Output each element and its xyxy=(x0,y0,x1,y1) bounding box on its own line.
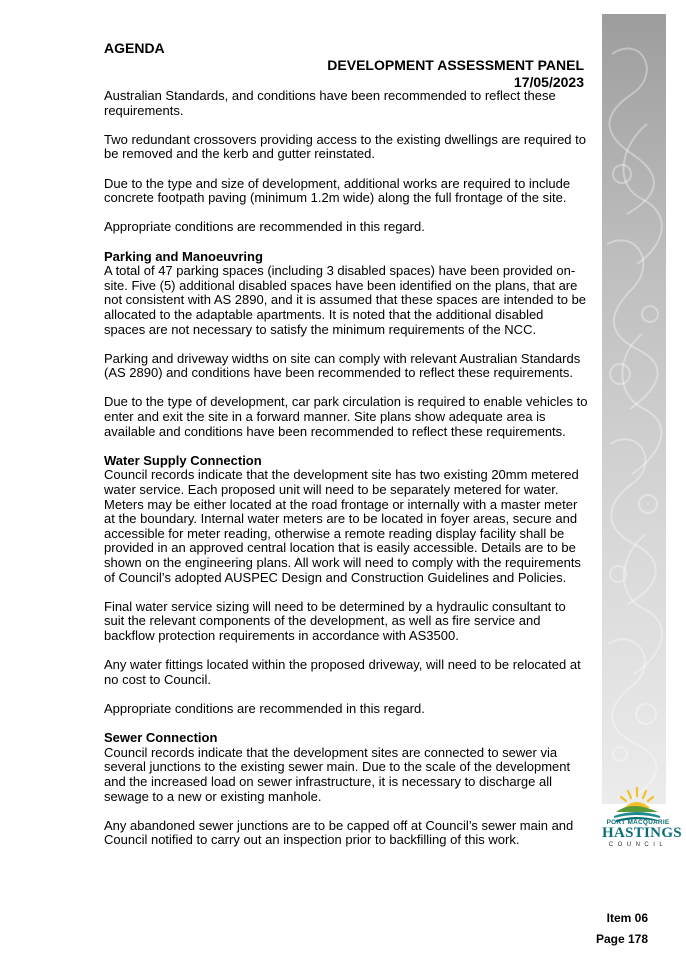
paragraph: Any abandoned sewer junctions are to be capped off at Council’s sewer main and Council notified to carry out an inspection prior to backfilling of this work. xyxy=(104,817,574,848)
paragraph: Due to the type of development, car park circulation is required to enable vehicles to enter and exit the site in a forward manner. Site plans show adequate area is available and conditions have been recommended to reflect these requirements. xyxy=(104,394,588,439)
paragraph: Due to the type and size of development, additional works are required to include concrete footpath paving (minimum 1.2m wide) along the full frontage of the site. xyxy=(104,175,571,206)
logo-text-council: COUNCIL xyxy=(608,842,668,848)
paragraph: Appropriate conditions are recommended in this regard. xyxy=(104,700,425,716)
paragraph: Council records indicate that the development sites are connected to sewer via several junctions to the existing sewer main. Due to the scale of the development and the increased load on sewer infrastructure, it is necessary to discharge all sewage to a new or existing manhole. xyxy=(104,744,571,804)
paragraph: Appropriate conditions are recommended in this regard. xyxy=(104,219,425,235)
section-heading-parking: Parking and Manoeuvring xyxy=(104,248,263,264)
page-number: Page 178 xyxy=(595,932,648,946)
document-body xyxy=(104,89,588,862)
meeting-date: 17/05/2023 xyxy=(513,74,584,90)
paragraph: Parking and driveway widths on site can comply with relevant Australian Standards (AS 2890) and conditions have been recommended to reflect these requirements. xyxy=(104,350,581,381)
section-heading-sewer: Sewer Connection xyxy=(104,730,218,746)
paragraph: Final water service sizing will need to be determined by a hydraulic consultant to suit the relevant components of the development, as well as fire service and backflow protection requirements in accordance with AS3500. xyxy=(104,598,566,643)
decorative-sidebar xyxy=(602,14,666,804)
paragraph: A total of 47 parking spaces (including 3 disabled spaces) have been provided on-site. Five (5) additional disabled spaces have been identified on the plans, that are not consistent with AS 2890, and it is assumed that these spaces are intended to be allocated to the adaptable apartments. It is noted that the additional disabled spaces are not necessary to satisfy the minimum requirements of the NCC. xyxy=(104,263,587,337)
item-number: Item 06 xyxy=(606,911,648,925)
paragraph: Two redundant crossovers providing access to the existing dwellings are required to be removed and the kerb and gutter reinstated. xyxy=(104,131,586,162)
paragraph: Any water fittings located within the proposed driveway, will need to be relocated at no cost to Council. xyxy=(104,657,581,687)
agenda-heading: AGENDA xyxy=(104,40,165,56)
logo-text-port-macquarie: PORT MACQUARIE xyxy=(606,819,670,826)
section-heading-water: Water Supply Connection xyxy=(104,452,262,468)
logo-text-hastings: HASTINGS xyxy=(602,825,682,841)
sun-hills-logo-icon xyxy=(602,782,672,822)
panel-title: DEVELOPMENT ASSESSMENT PANEL xyxy=(327,57,584,73)
paragraph: Council records indicate that the development site has two existing 20mm metered water service. Each proposed unit will need to be separately metered for water. Meters may be either located at the road frontage or internally with a master meter at the boundary. Internal water meters are to be located in foyer areas, secure and accessible for meter reading, otherwise a remote reading display facility shall be provided in an approved central location that is easily accessible. Details are to be shown on the engineering plans. All work will need to comply with the requirements of Council’s adopted AUSPEC Design and Construction Guidelines and Policies. xyxy=(104,467,581,585)
paragraph: Australian Standards, and conditions have been recommended to reflect these requirements. xyxy=(104,88,556,118)
swirl-pattern-icon xyxy=(602,14,666,804)
